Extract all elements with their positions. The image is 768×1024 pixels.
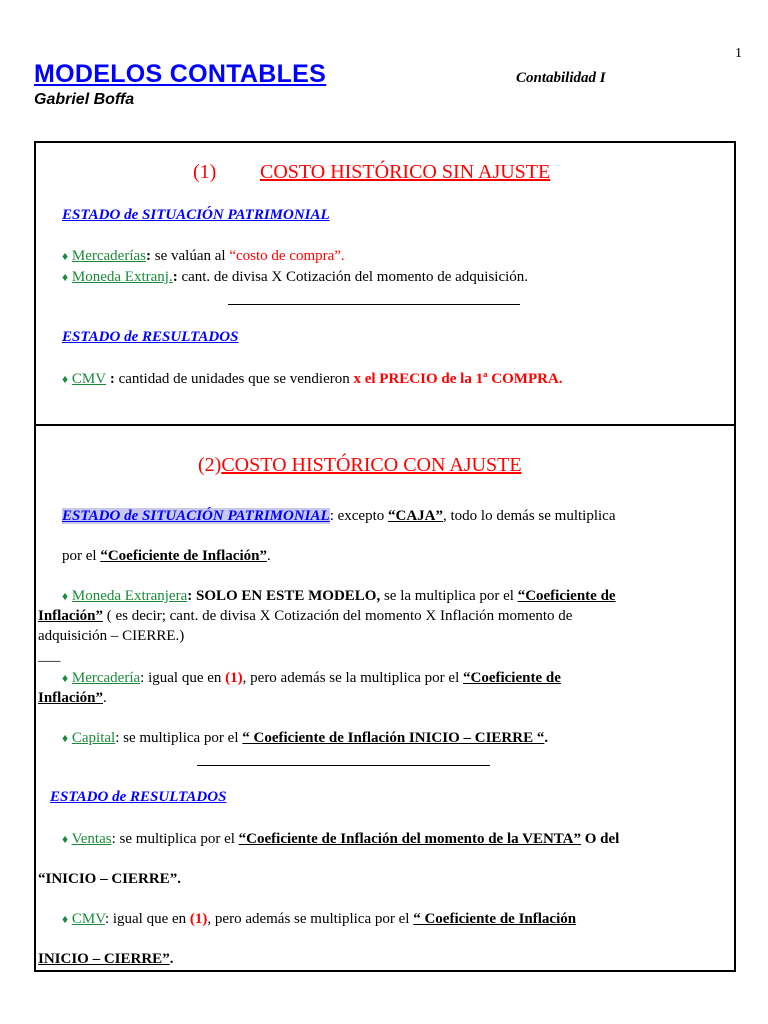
s2-cap-text: : se multiplica por el xyxy=(115,730,243,746)
s2-cmv-ref: (1) xyxy=(189,911,208,927)
s2-ventas-coef: “Coeficiente de Inflación del momento de la VENTA” xyxy=(238,831,582,847)
s1-mercaderias-label: Mercaderías xyxy=(71,248,146,264)
s1-merc-red: “costo de compra”. xyxy=(229,248,345,264)
s1-merc-colon: : xyxy=(146,248,151,264)
author-name: Gabriel Boffa xyxy=(34,91,135,108)
section-2-title: COSTO HISTÓRICO CON AJUSTE xyxy=(221,454,522,476)
s1-cmv-line xyxy=(62,370,563,389)
section-2-er-heading: ESTADO de RESULTADOS xyxy=(50,789,227,805)
section-2-number: (2) xyxy=(198,454,222,476)
s2-merc-ref: (1) xyxy=(225,670,243,686)
s2-cmv-text2: , pero además se multiplica por el xyxy=(207,911,414,927)
s2-mon-rest1: ( es decir; cant. de divisa X Cotización del momento X Inflación momento de xyxy=(103,608,573,624)
s2-esp-line2a: por el xyxy=(62,548,101,564)
diamond-bullet-icon: ♦ xyxy=(62,372,69,386)
section-1-esp-heading: ESTADO de SITUACIÓN PATRIMONIAL xyxy=(62,207,330,223)
s1-mon-colon: : xyxy=(172,269,178,285)
s2-cmv-coef2: INICIO – CIERRE” xyxy=(38,951,170,967)
s1-moneda-line xyxy=(62,268,528,287)
section-1-title: COSTO HISTÓRICO SIN AJUSTE xyxy=(260,161,551,183)
section-2-esp-heading: ESTADO de SITUACIÓN PATRIMONIAL xyxy=(62,508,330,524)
s2-cap-end: . xyxy=(544,730,549,746)
diamond-bullet-icon: ♦ xyxy=(62,832,69,846)
s2-cmv-line1 xyxy=(62,910,576,929)
course-name: Contabilidad I xyxy=(516,70,606,86)
s2-cmv-line2 xyxy=(38,950,173,969)
s2-merc-coef1: “Coeficiente de xyxy=(463,670,561,686)
s2-esp-text1: : excepto xyxy=(329,508,388,524)
s2-cap-coef: “ Coeficiente de Inflación INICIO – CIERRE “ xyxy=(242,730,545,746)
s2-merc-coef2: Inflación” xyxy=(38,690,104,706)
s2-esp-text2: , todo lo demás se multiplica xyxy=(443,508,616,524)
s2-coef-inflacion: “Coeficiente de Inflación” xyxy=(100,548,267,564)
section-2-title-line xyxy=(198,454,522,477)
s1-cmv-colon: : xyxy=(106,371,115,387)
s2-cmv-end: . xyxy=(169,951,174,967)
section-1-er-heading: ESTADO de RESULTADOS xyxy=(62,329,239,345)
s2-mon-coef1: “Coeficiente de xyxy=(517,588,616,604)
s1-cmv-label: CMV xyxy=(71,371,107,387)
s2-mercaderia-line1 xyxy=(62,669,561,688)
document-title: MODELOS CONTABLES xyxy=(34,60,327,88)
diamond-bullet-icon: ♦ xyxy=(62,912,69,926)
s1-mon-text: cant. de divisa X Cotización del momento de adquisición. xyxy=(177,269,529,285)
s2-mon-coef2: Inflación” xyxy=(38,608,104,624)
s2-cmv-text1: : igual que en xyxy=(104,911,190,927)
s2-mon-bold: : SOLO EN ESTE MODELO, xyxy=(187,588,381,604)
page-number: 1 xyxy=(735,46,742,61)
s2-cmv-coef1: “ Coeficiente de Inflación xyxy=(413,911,577,927)
separator-line xyxy=(197,765,490,766)
s2-capital-label: Capital xyxy=(71,730,116,746)
s2-merc-text2: , pero además se la multiplica por el xyxy=(242,670,463,686)
s2-moneda-line3: adquisición – CIERRE.) xyxy=(38,628,185,644)
s2-esp-line2 xyxy=(62,547,271,566)
s2-merc-text1: : igual que en xyxy=(140,670,226,686)
section-1-number: (1) xyxy=(193,161,217,183)
s1-mercaderias-line xyxy=(62,247,345,266)
s1-moneda-label: Moneda Extranj. xyxy=(71,269,173,285)
diamond-bullet-icon: ♦ xyxy=(62,270,69,284)
s2-ventas-line2: “INICIO – CIERRE”. xyxy=(38,871,181,887)
diamond-bullet-icon: ♦ xyxy=(62,249,69,263)
diamond-bullet-icon: ♦ xyxy=(62,731,69,745)
s2-ventas-tail: O del xyxy=(581,831,620,847)
s2-cmv-label: CMV xyxy=(71,911,105,927)
s2-merc-end: . xyxy=(103,690,107,706)
s2-capital-line xyxy=(62,729,548,748)
s2-moneda-line1 xyxy=(62,587,616,606)
s2-moneda-dash: ___ xyxy=(38,648,61,664)
s2-mercaderia-label: Mercadería xyxy=(71,670,141,686)
s2-mon-text: se la multiplica por el xyxy=(380,588,518,604)
s2-esp-caja: “CAJA” xyxy=(388,508,443,524)
diamond-bullet-icon: ♦ xyxy=(62,589,69,603)
s2-mercaderia-line2 xyxy=(38,689,107,708)
s2-ventas-text: : se multiplica por el xyxy=(111,831,239,847)
s1-merc-text: se valúan al xyxy=(151,248,230,264)
s2-moneda-line2 xyxy=(38,607,572,626)
s2-esp-line2c: . xyxy=(266,548,271,564)
s1-cmv-red: x el PRECIO de la 1ª COMPRA. xyxy=(353,371,563,387)
s2-ventas-line1 xyxy=(62,830,619,849)
diamond-bullet-icon: ♦ xyxy=(62,671,69,685)
s2-ventas-label: Ventas xyxy=(71,831,112,847)
separator-line xyxy=(228,304,520,305)
s1-cmv-text: cantidad de unidades que se vendieron xyxy=(114,371,354,387)
s2-moneda-label: Moneda Extranjera xyxy=(71,588,188,604)
s2-esp-line xyxy=(62,507,615,526)
